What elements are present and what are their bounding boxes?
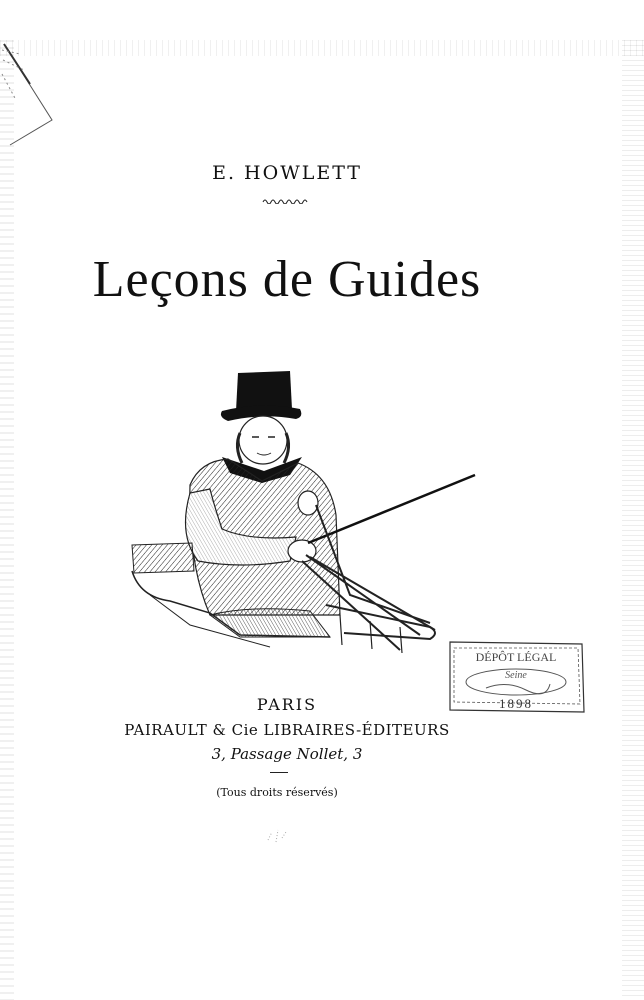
stamp-line1: DÉPÔT LÉGAL — [475, 650, 557, 664]
page-edge-left — [0, 40, 14, 1000]
corner-fold-icon — [0, 40, 60, 150]
page-edge-top — [0, 40, 644, 56]
publisher-name: PAIRAULT & Cie LIBRAIRES-ÉDITEURS — [124, 721, 450, 739]
book-title: Leçons de Guides — [92, 251, 482, 308]
rights-notice: (Tous droits réservés) — [216, 786, 338, 799]
page-edge-right — [622, 40, 644, 1000]
author-name: E. HOWLETT — [212, 162, 362, 184]
ink-speck-icon — [266, 826, 290, 846]
stamp-line2: Seine — [505, 670, 527, 681]
publisher-city: PARIS — [256, 695, 318, 714]
divider-rule — [270, 772, 288, 773]
ornament-wave-icon — [262, 198, 308, 204]
coachman-illustration — [130, 365, 480, 665]
stamp-year: 1898 — [499, 696, 533, 711]
publisher-address: 3, Passage Nollet, 3 — [211, 745, 363, 763]
